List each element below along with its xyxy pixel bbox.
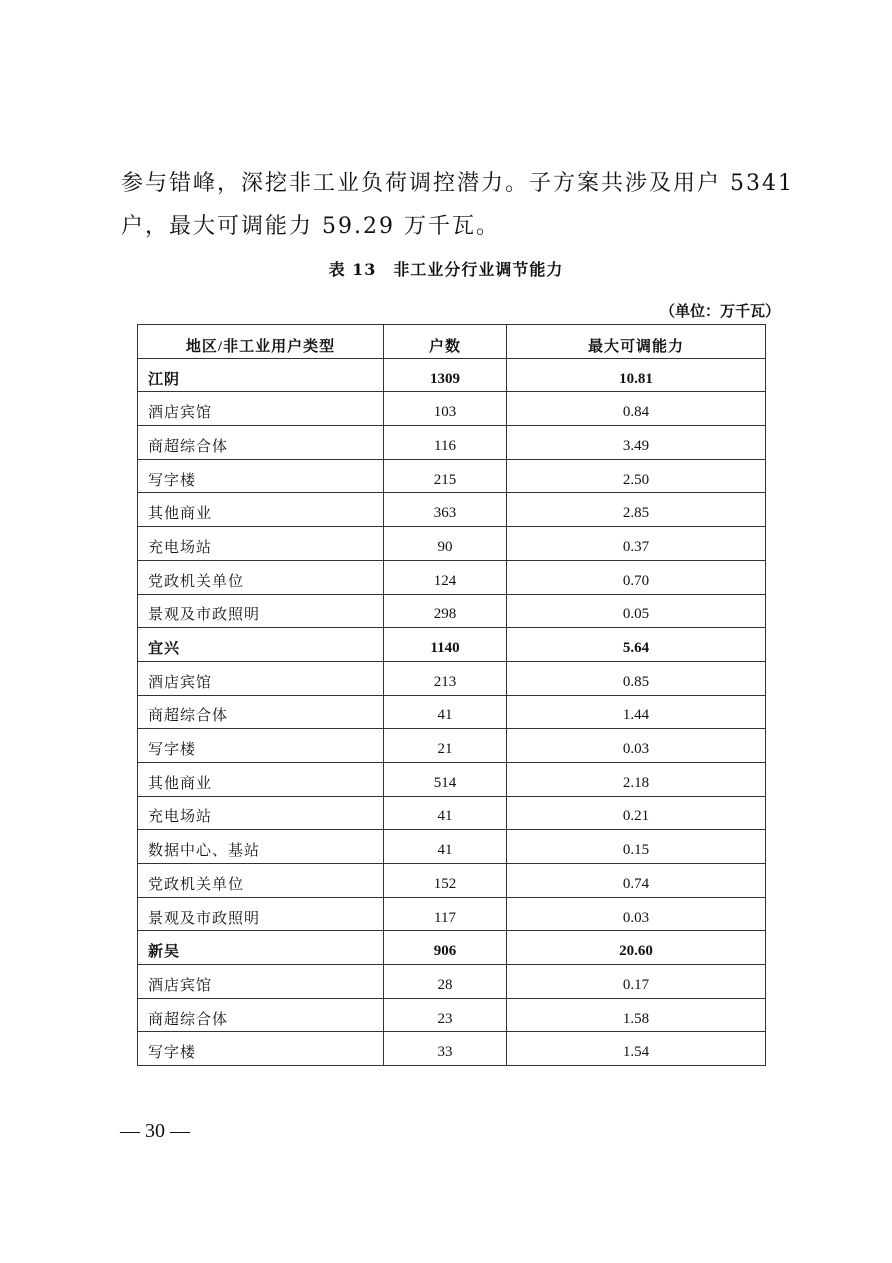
table-header-row bbox=[138, 325, 766, 359]
table-row bbox=[138, 830, 766, 864]
row-count-cell: 28 bbox=[384, 965, 507, 999]
row-count-cell: 21 bbox=[384, 729, 507, 763]
table-region-row bbox=[138, 358, 766, 392]
row-name-cell: 充电场站 bbox=[138, 796, 384, 830]
column-header: 地区/非工业用户类型 bbox=[138, 325, 384, 359]
table-row bbox=[138, 459, 766, 493]
row-name-cell: 其他商业 bbox=[138, 493, 384, 527]
capacity-table bbox=[137, 324, 766, 1066]
row-capacity-cell: 20.60 bbox=[507, 931, 766, 965]
table-row bbox=[138, 560, 766, 594]
row-capacity-cell: 0.85 bbox=[507, 661, 766, 695]
row-capacity-cell: 2.18 bbox=[507, 762, 766, 796]
table-row bbox=[138, 594, 766, 628]
row-capacity-cell: 0.05 bbox=[507, 594, 766, 628]
table-row bbox=[138, 796, 766, 830]
row-capacity-cell: 1.44 bbox=[507, 695, 766, 729]
row-name-cell: 景观及市政照明 bbox=[138, 897, 384, 931]
row-name-cell: 宜兴 bbox=[138, 628, 384, 662]
row-capacity-cell: 3.49 bbox=[507, 426, 766, 460]
table-row bbox=[138, 864, 766, 898]
page-number: — 30 — bbox=[120, 1120, 190, 1142]
row-count-cell: 215 bbox=[384, 459, 507, 493]
row-capacity-cell: 2.50 bbox=[507, 459, 766, 493]
table-row bbox=[138, 965, 766, 999]
row-capacity-cell: 0.15 bbox=[507, 830, 766, 864]
row-count-cell: 90 bbox=[384, 527, 507, 561]
row-name-cell: 江阴 bbox=[138, 358, 384, 392]
table-row bbox=[138, 998, 766, 1032]
table-row bbox=[138, 493, 766, 527]
row-count-cell: 41 bbox=[384, 796, 507, 830]
row-name-cell: 商超综合体 bbox=[138, 695, 384, 729]
row-count-cell: 514 bbox=[384, 762, 507, 796]
row-count-cell: 1309 bbox=[384, 358, 507, 392]
row-count-cell: 41 bbox=[384, 830, 507, 864]
row-name-cell: 酒店宾馆 bbox=[138, 661, 384, 695]
row-count-cell: 33 bbox=[384, 1032, 507, 1066]
table-region-row bbox=[138, 931, 766, 965]
row-capacity-cell: 0.84 bbox=[507, 392, 766, 426]
row-capacity-cell: 0.03 bbox=[507, 729, 766, 763]
row-capacity-cell: 0.21 bbox=[507, 796, 766, 830]
paragraph-line: 户，最大可调能力 59.29 万千瓦。 bbox=[121, 214, 500, 239]
row-capacity-cell: 0.03 bbox=[507, 897, 766, 931]
row-capacity-cell: 0.17 bbox=[507, 965, 766, 999]
row-name-cell: 党政机关单位 bbox=[138, 864, 384, 898]
row-count-cell: 906 bbox=[384, 931, 507, 965]
row-count-cell: 124 bbox=[384, 560, 507, 594]
row-capacity-cell: 2.85 bbox=[507, 493, 766, 527]
table-row bbox=[138, 527, 766, 561]
column-header: 户数 bbox=[384, 325, 507, 359]
row-name-cell: 商超综合体 bbox=[138, 998, 384, 1032]
row-count-cell: 298 bbox=[384, 594, 507, 628]
table-body bbox=[138, 358, 766, 1065]
row-capacity-cell: 0.74 bbox=[507, 864, 766, 898]
table-unit: （单位：万千瓦） bbox=[659, 302, 780, 320]
row-count-cell: 41 bbox=[384, 695, 507, 729]
row-capacity-cell: 10.81 bbox=[507, 358, 766, 392]
row-count-cell: 116 bbox=[384, 426, 507, 460]
table-row bbox=[138, 426, 766, 460]
body-paragraph bbox=[121, 162, 794, 248]
row-count-cell: 117 bbox=[384, 897, 507, 931]
row-name-cell: 党政机关单位 bbox=[138, 560, 384, 594]
row-name-cell: 其他商业 bbox=[138, 762, 384, 796]
table-caption: 表 13 非工业分行业调节能力 bbox=[328, 260, 564, 279]
row-name-cell: 新吴 bbox=[138, 931, 384, 965]
table-row bbox=[138, 392, 766, 426]
row-name-cell: 商超综合体 bbox=[138, 426, 384, 460]
row-count-cell: 363 bbox=[384, 493, 507, 527]
row-count-cell: 152 bbox=[384, 864, 507, 898]
row-capacity-cell: 1.58 bbox=[507, 998, 766, 1032]
row-name-cell: 数据中心、基站 bbox=[138, 830, 384, 864]
row-name-cell: 景观及市政照明 bbox=[138, 594, 384, 628]
table-row bbox=[138, 1032, 766, 1066]
paragraph-line: 参与错峰，深挖非工业负荷调控潜力。子方案共涉及用户 5341 bbox=[121, 171, 794, 196]
row-name-cell: 写字楼 bbox=[138, 459, 384, 493]
row-count-cell: 1140 bbox=[384, 628, 507, 662]
table-row bbox=[138, 729, 766, 763]
table-region-row bbox=[138, 628, 766, 662]
row-count-cell: 23 bbox=[384, 998, 507, 1032]
row-capacity-cell: 0.37 bbox=[507, 527, 766, 561]
column-header: 最大可调能力 bbox=[507, 325, 766, 359]
row-capacity-cell: 1.54 bbox=[507, 1032, 766, 1066]
row-capacity-cell: 5.64 bbox=[507, 628, 766, 662]
table-row bbox=[138, 762, 766, 796]
row-name-cell: 酒店宾馆 bbox=[138, 392, 384, 426]
table-row bbox=[138, 695, 766, 729]
table-row bbox=[138, 897, 766, 931]
row-capacity-cell: 0.70 bbox=[507, 560, 766, 594]
table-row bbox=[138, 661, 766, 695]
row-count-cell: 103 bbox=[384, 392, 507, 426]
row-count-cell: 213 bbox=[384, 661, 507, 695]
row-name-cell: 酒店宾馆 bbox=[138, 965, 384, 999]
row-name-cell: 充电场站 bbox=[138, 527, 384, 561]
row-name-cell: 写字楼 bbox=[138, 729, 384, 763]
row-name-cell: 写字楼 bbox=[138, 1032, 384, 1066]
